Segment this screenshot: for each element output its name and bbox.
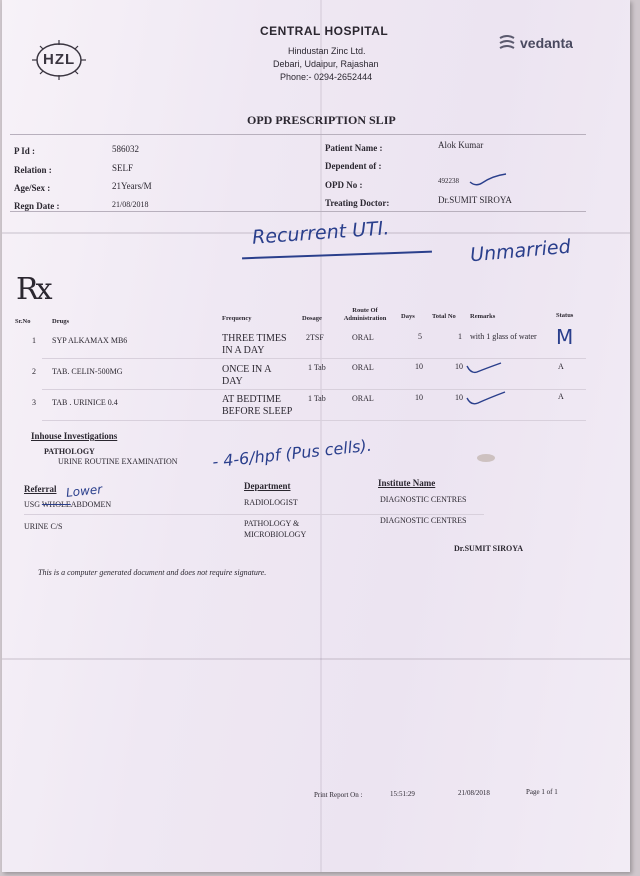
row-dosage: 2TSF xyxy=(306,333,324,342)
row-route: ORAL xyxy=(352,394,374,403)
patient-name-value: Alok Kumar xyxy=(438,140,484,150)
disclaimer: This is a computer generated document and does not require signature. xyxy=(38,568,267,577)
hospital-name: CENTRAL HOSPITAL xyxy=(260,24,389,38)
print-date: 21/08/2018 xyxy=(458,789,490,797)
referral-struck-word: WHOLE xyxy=(41,500,71,509)
row-divider xyxy=(42,420,586,421)
row-drug: TAB . URINICE 0.4 xyxy=(52,398,118,407)
referral-institute: DIAGNOSTIC CENTRES xyxy=(380,516,467,525)
regn-label: Regn Date : xyxy=(14,201,60,211)
doctor-value: Dr.SUMIT SIROYA xyxy=(438,195,512,205)
row-drug: SYP ALKAMAX MB6 xyxy=(52,336,128,345)
investigations-test: URINE ROUTINE EXAMINATION xyxy=(58,457,178,466)
vedanta-logo-icon xyxy=(498,34,516,54)
row-route: ORAL xyxy=(352,363,374,372)
handwritten-finding: - 4-6/hpf (Pus cells). xyxy=(211,435,373,472)
signatory-name: Dr.SUMIT SIROYA xyxy=(454,544,524,553)
row-route: ORAL xyxy=(352,333,374,342)
row-frequency-line2: BEFORE SLEEP xyxy=(222,406,293,417)
paper-smudge-icon xyxy=(474,452,498,464)
referral-department-line2: MICROBIOLOGY xyxy=(244,530,307,539)
agesex-label: Age/Sex : xyxy=(14,183,51,193)
header-route: Route Of Administration xyxy=(343,307,387,322)
print-label: Print Report On : xyxy=(314,791,363,799)
pid-label: P Id : xyxy=(14,146,36,156)
row-frequency-line1: THREE TIMES xyxy=(222,333,287,344)
investigations-dept: PATHOLOGY xyxy=(44,447,95,456)
relation-value: SELF xyxy=(112,163,134,173)
check-mark-icon xyxy=(465,360,503,376)
paper-fold-line xyxy=(2,658,630,660)
row-frequency-line2: DAY xyxy=(222,376,243,387)
referral-item: URINE C/S xyxy=(24,522,63,531)
row-total: 1 xyxy=(458,332,462,341)
row-status: A xyxy=(558,392,564,401)
regn-value: 21/08/2018 xyxy=(112,200,149,209)
header-drugs: Drugs xyxy=(52,318,69,325)
referral-item xyxy=(24,500,111,509)
rx-symbol: Rx xyxy=(16,272,50,307)
referral-title: Referral xyxy=(24,484,57,494)
vedanta-logo xyxy=(498,34,588,54)
institute-title: Institute Name xyxy=(378,478,436,488)
patient-name-label: Patient Name : xyxy=(325,143,383,153)
hospital-address: Debari, Udaipur, Rajashan xyxy=(273,59,379,69)
department-title: Department xyxy=(244,481,291,491)
agesex-value: 21Years/M xyxy=(112,181,152,191)
hospital-phone: Phone:- 0294-2652444 xyxy=(280,72,373,82)
referral-institute: DIAGNOSTIC CENTRES xyxy=(380,495,467,504)
handwritten-diagnosis: Recurrent UTI. xyxy=(251,217,390,249)
relation-label: Relation : xyxy=(14,165,52,175)
check-mark-icon xyxy=(465,390,507,408)
header-days: Days xyxy=(401,313,415,320)
patient-divider xyxy=(10,211,586,212)
check-mark-icon xyxy=(468,172,508,188)
referral-department: RADIOLOGIST xyxy=(244,498,298,507)
print-time: 15:51:29 xyxy=(390,790,415,798)
diagnosis-underline xyxy=(242,251,432,260)
referral-department: PATHOLOGY & xyxy=(244,519,300,528)
prescription-paper xyxy=(2,0,630,872)
row-total: 10 xyxy=(455,362,463,371)
header-dosage: Dosage xyxy=(302,315,322,322)
dependent-label: Dependent of : xyxy=(325,161,382,171)
row-dosage: 1 Tab xyxy=(308,363,326,372)
opd-label: OPD No : xyxy=(325,180,363,190)
referral-rest: ABDOMEN xyxy=(70,500,112,509)
row-remarks: with 1 glass of water xyxy=(470,332,537,341)
opd-value: 492238 xyxy=(438,177,459,185)
slip-title: OPD PRESCRIPTION SLIP xyxy=(247,113,396,127)
vedanta-logo-text: vedanta xyxy=(520,35,573,51)
investigations-title: Inhouse Investigations xyxy=(31,431,118,441)
row-frequency-line1: ONCE IN A xyxy=(222,364,272,375)
header-frequency: Frequency xyxy=(222,315,252,322)
pid-value: 586032 xyxy=(112,144,139,154)
handwritten-marital: Unmarried xyxy=(469,235,572,267)
paper-fold-line xyxy=(320,0,322,872)
row-status: A xyxy=(558,362,564,371)
header-total: Total No xyxy=(432,313,456,320)
row-frequency-line2: IN A DAY xyxy=(222,345,265,356)
row-srno: 3 xyxy=(32,398,36,407)
row-drug: TAB. CELIN-500MG xyxy=(52,367,123,376)
row-days: 10 xyxy=(415,362,423,371)
handwritten-lower: Lower xyxy=(65,482,103,500)
header-srno: Sr.No xyxy=(15,318,31,325)
header-remarks: Remarks xyxy=(470,313,496,320)
referral-prefix: USG xyxy=(24,500,41,509)
header-divider xyxy=(10,134,586,135)
header-status: Status xyxy=(556,312,574,319)
row-srno: 2 xyxy=(32,367,36,376)
row-days: 5 xyxy=(418,332,422,341)
row-divider xyxy=(42,358,586,359)
org-name: Hindustan Zinc Ltd. xyxy=(288,46,366,56)
row-status-handwritten: M xyxy=(556,325,574,349)
page-indicator: Page 1 of 1 xyxy=(526,788,558,796)
doctor-label: Treating Doctor: xyxy=(325,198,390,208)
hzl-logo-text: HZL xyxy=(43,51,76,68)
row-srno: 1 xyxy=(32,336,36,345)
referral-divider xyxy=(24,514,484,515)
row-total: 10 xyxy=(455,393,463,402)
row-days: 10 xyxy=(415,393,423,402)
hzl-logo xyxy=(28,40,90,80)
row-dosage: 1 Tab xyxy=(308,394,326,403)
row-frequency-line1: AT BEDTIME xyxy=(222,394,281,405)
